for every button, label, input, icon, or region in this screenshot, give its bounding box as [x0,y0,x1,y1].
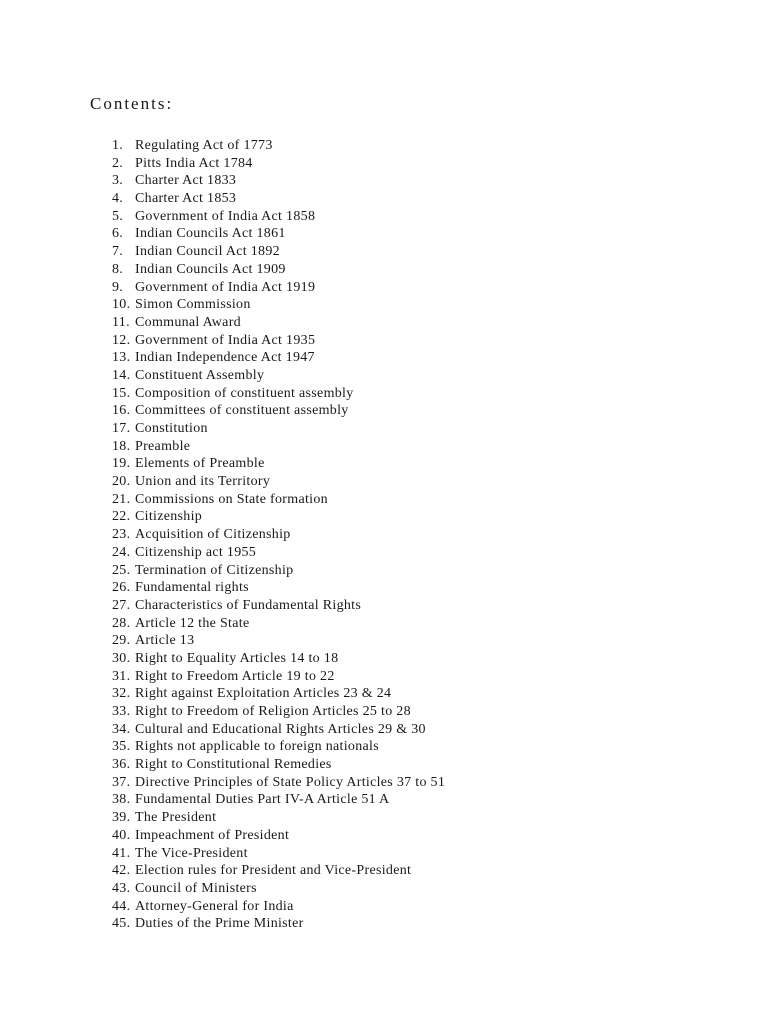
list-item-number: 37. [112,774,131,790]
list-item-title: Constitution [135,421,208,436]
list-item-title: Communal Award [135,314,241,330]
list-item-number: 22. [112,509,131,525]
list-item [112,685,445,703]
list-item-title: Right to Freedom Article 19 to 22 [135,668,335,684]
list-item-number: 10. [112,297,131,313]
list-item-number: 14. [112,367,131,383]
list-item [112,862,445,880]
contents-heading: Contents: [90,94,174,113]
list-item-title: Duties of the Prime Minister [135,916,304,932]
list-item [112,562,445,580]
list-item-number: 4. [112,191,124,207]
list-item [112,172,445,190]
list-item [112,491,445,509]
list-item [112,650,445,668]
list-item-number: 1. [112,138,124,153]
list-item-number: 43. [112,880,131,896]
list-item-title: Characteristics of Fundamental Rights [135,597,362,613]
list-item-number: 38. [112,792,131,808]
list-item-number: 42. [112,863,131,879]
list-item-number: 18. [112,438,131,454]
list-item-number: 33. [112,704,131,719]
list-item-number: 28. [112,615,131,631]
list-item-number: 5. [112,208,124,224]
list-item [112,190,445,208]
list-item-number: 15. [112,385,131,401]
list-item-title: Article 13 [135,633,195,649]
list-item-title: Charter Act 1853 [135,191,237,207]
list-item-title: Elements of Preamble [135,456,265,472]
list-item-title: Right against Exploitation Articles 23 & 24 [135,686,392,702]
list-item-title: Indian Councils Act 1909 [135,261,286,277]
list-item [112,738,445,756]
list-item [112,261,445,279]
list-item-number: 25. [112,562,131,578]
list-item-title: Indian Councils Act 1861 [135,226,286,242]
list-item [112,845,445,863]
list-item-number: 21. [112,491,131,507]
list-item-number: 36. [112,757,131,773]
list-item-number: 17. [112,421,131,436]
list-item-number: 32. [112,686,131,702]
list-item-title: Directive Principles of State Policy Articles 37 to 51 [135,774,446,790]
list-item-number: 26. [112,580,131,596]
list-item-title: Fundamental rights [135,580,249,596]
list-item [112,915,445,933]
list-item-title: Charter Act 1833 [135,173,237,189]
list-item [112,827,445,845]
list-item [112,880,445,898]
list-item [112,756,445,774]
list-item-title: Indian Council Act 1892 [135,244,280,260]
list-item [112,544,445,562]
list-item-title: Right to Freedom of Religion Articles 25 to 28 [135,704,411,719]
list-item-title: Government of India Act 1858 [135,208,316,224]
list-item-title: Right to Equality Articles 14 to 18 [135,650,339,666]
list-item-title: Composition of constituent assembly [135,385,354,401]
list-item-title: Constituent Assembly [135,367,265,383]
list-item-number: 6. [112,226,124,242]
list-item-title: Article 12 the State [135,615,250,631]
list-item-number: 29. [112,633,131,649]
list-item-title: Union and its Territory [135,474,271,490]
list-item-number: 34. [112,721,131,737]
list-item [112,526,445,544]
list-item-number: 44. [112,898,131,914]
list-item-number: 7. [112,244,124,260]
list-item-number: 27. [112,597,131,613]
list-item [112,208,445,226]
list-item-title: Cultural and Educational Rights Articles 29 & 30 [135,721,426,737]
list-item [112,137,445,155]
list-item-number: 23. [112,527,131,543]
list-item-number: 19. [112,456,131,472]
list-item-number: 9. [112,279,124,295]
list-item [112,774,445,792]
list-item [112,579,445,597]
list-item [112,225,445,243]
list-item-title: Termination of Citizenship [135,562,294,578]
list-item-title: The Vice-President [135,845,248,861]
list-item [112,791,445,809]
list-item [112,632,445,650]
list-item-title: Fundamental Duties Part IV-A Article 51 A [135,792,390,808]
list-item-number: 24. [112,544,131,560]
list-item-title: Committees of constituent assembly [135,403,349,419]
list-item [112,508,445,526]
list-item [112,703,445,721]
list-item-title: Regulating Act of 1773 [135,138,273,153]
list-item [112,721,445,739]
list-item-number: 2. [112,155,124,171]
list-item-number: 3. [112,173,124,189]
list-item-title: Rights not applicable to foreign nationals [135,739,379,755]
list-item-number: 11. [112,314,130,330]
list-item [112,332,445,350]
list-item-title: Right to Constitutional Remedies [135,757,332,773]
list-item-number: 12. [112,332,131,348]
list-item [112,668,445,686]
list-item-title: Council of Ministers [135,880,257,896]
list-item-title: Government of India Act 1935 [135,332,316,348]
list-item [112,898,445,916]
list-item [112,314,445,332]
list-item [112,279,445,297]
list-item-title: Indian Independence Act 1947 [135,350,315,366]
list-item-title: Impeachment of President [135,827,290,843]
list-item-number: 20. [112,474,131,490]
table-of-contents [112,137,445,933]
list-item [112,349,445,367]
list-item [112,438,445,456]
list-item [112,455,445,473]
list-item-number: 39. [112,810,131,826]
list-item [112,243,445,261]
list-item-number: 40. [112,827,131,843]
list-item-number: 45. [112,916,131,932]
list-item-title: Citizenship act 1955 [135,544,257,560]
list-item-number: 8. [112,261,124,277]
list-item [112,155,445,173]
list-item [112,809,445,827]
list-item-title: Election rules for President and Vice-President [135,863,412,879]
list-item-title: Preamble [135,438,191,454]
list-item-number: 30. [112,650,131,666]
list-item-number: 16. [112,403,131,419]
list-item [112,420,445,438]
list-item [112,597,445,615]
list-item-title: Government of India Act 1919 [135,279,316,295]
list-item-number: 13. [112,350,131,366]
list-item-number: 35. [112,739,131,755]
list-item-title: Citizenship [135,509,203,525]
list-item-number: 41. [112,845,131,861]
list-item [112,402,445,420]
list-item [112,615,445,633]
list-item-title: The President [135,810,217,826]
list-item [112,296,445,314]
list-item-number: 31. [112,668,131,684]
list-item-title: Acquisition of Citizenship [135,527,291,543]
list-item [112,385,445,403]
list-item-title: Commissions on State formation [135,491,328,507]
list-item-title: Attorney-General for India [135,898,294,914]
list-item [112,473,445,491]
list-item-title: Simon Commission [135,297,251,313]
list-item-title: Pitts India Act 1784 [135,155,253,171]
list-item [112,367,445,385]
